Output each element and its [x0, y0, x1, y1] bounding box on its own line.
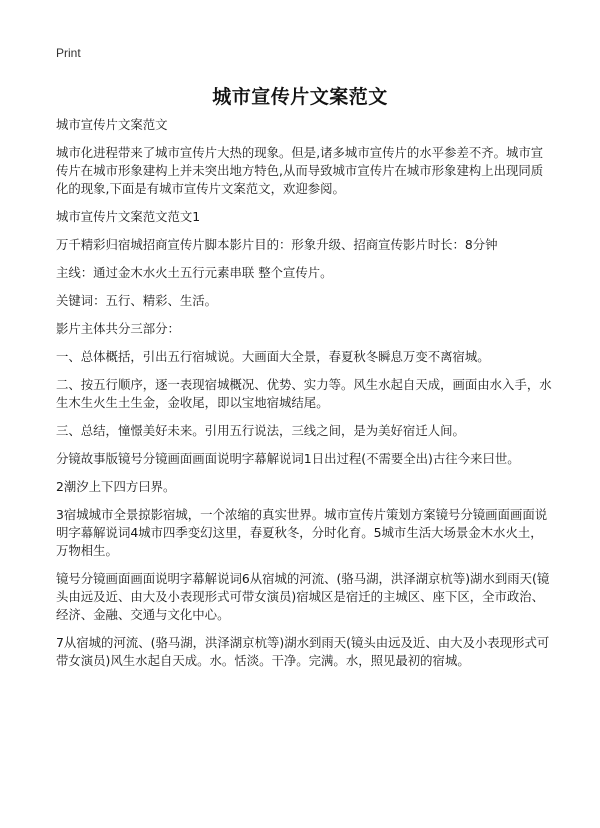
paragraph-storyboard-7: 7从宿城的河流、(骆马湖，洪泽湖京杭等)湖水到雨天(镜头由远及近、由大及小表现形式可带女演员)风生水起自天成。水。恬淡。干净。完满。水，照见最初的宿城。	[56, 635, 550, 668]
paragraph-structure: 影片主体共分三部分：	[56, 321, 180, 336]
paragraph-example-heading: 城市宣传片文案范文范文1	[56, 209, 201, 224]
page-title: 城市宣传片文案范文	[212, 86, 388, 108]
paragraph-storyboard-6: 镜号分镜画面画面说明字幕解说词6从宿城的河流、(骆马湖，洪泽湖京杭等)湖水到雨天(镜头由远及近、由大及小表现形式可带女演员)宿城区是宿迁的主城区、座下区，全市政治、经济、金融、交通与文化中心。	[56, 571, 550, 622]
document-body	[56, 116, 554, 680]
paragraph-storyboard-3: 3宿城城市全景掠影宿城，一个浓缩的真实世界。城市宣传片策划方案镜号分镜画面画面说明字幕解说词4城市四季变幻这里，春夏秋冬，分时化育。5城市生活大场景金木水火土，万物相生。	[56, 507, 548, 558]
paragraph-intro: 城市化进程带来了城市宣传片大热的现象。但是,诸多城市宣传片的水平参差不齐。城市宣传片在城市形象建构上并未突出地方特色,从而导致城市宣传片在城市形象建构上出现同质化的现象,下面是有城市宣传片文案范文，欢迎参阅。	[56, 145, 544, 196]
paragraph-storyboard-1: 分镜故事版镜号分镜画面画面说明字幕解说词1日出过程(不需要全出)古往今来曰世。	[56, 451, 520, 466]
paragraph-mainline: 主线：通过金木水火土五行元素串联 整个宣传片。	[56, 265, 333, 280]
paragraph-keywords: 关键词：五行、精彩、生活。	[56, 293, 218, 308]
print-label[interactable]: Print	[56, 46, 81, 60]
paragraph-part-two: 二、按五行顺序，逐一表现宿城概况、优势、实力等。风生水起自天成，画面由水入手，水生木生火生土生金，金收尾，即以宝地宿城结尾。	[56, 377, 552, 410]
paragraph-storyboard-2: 2潮汐上下四方曰界。	[56, 479, 176, 494]
paragraph-part-one: 一、总体概括，引出五行宿城说。大画面大全景，春夏秋冬瞬息万变不离宿城。	[56, 349, 490, 364]
paragraph-purpose: 万千精彩归宿城招商宣传片脚本影片目的：形象升级、招商宣传影片时长：8分钟	[56, 237, 498, 252]
paragraph-part-three: 三、总结，憧憬美好未来。引用五行说法，三线之间，是为美好宿迁人间。	[56, 423, 465, 438]
paragraph-subtitle: 城市宣传片文案范文	[56, 117, 168, 132]
